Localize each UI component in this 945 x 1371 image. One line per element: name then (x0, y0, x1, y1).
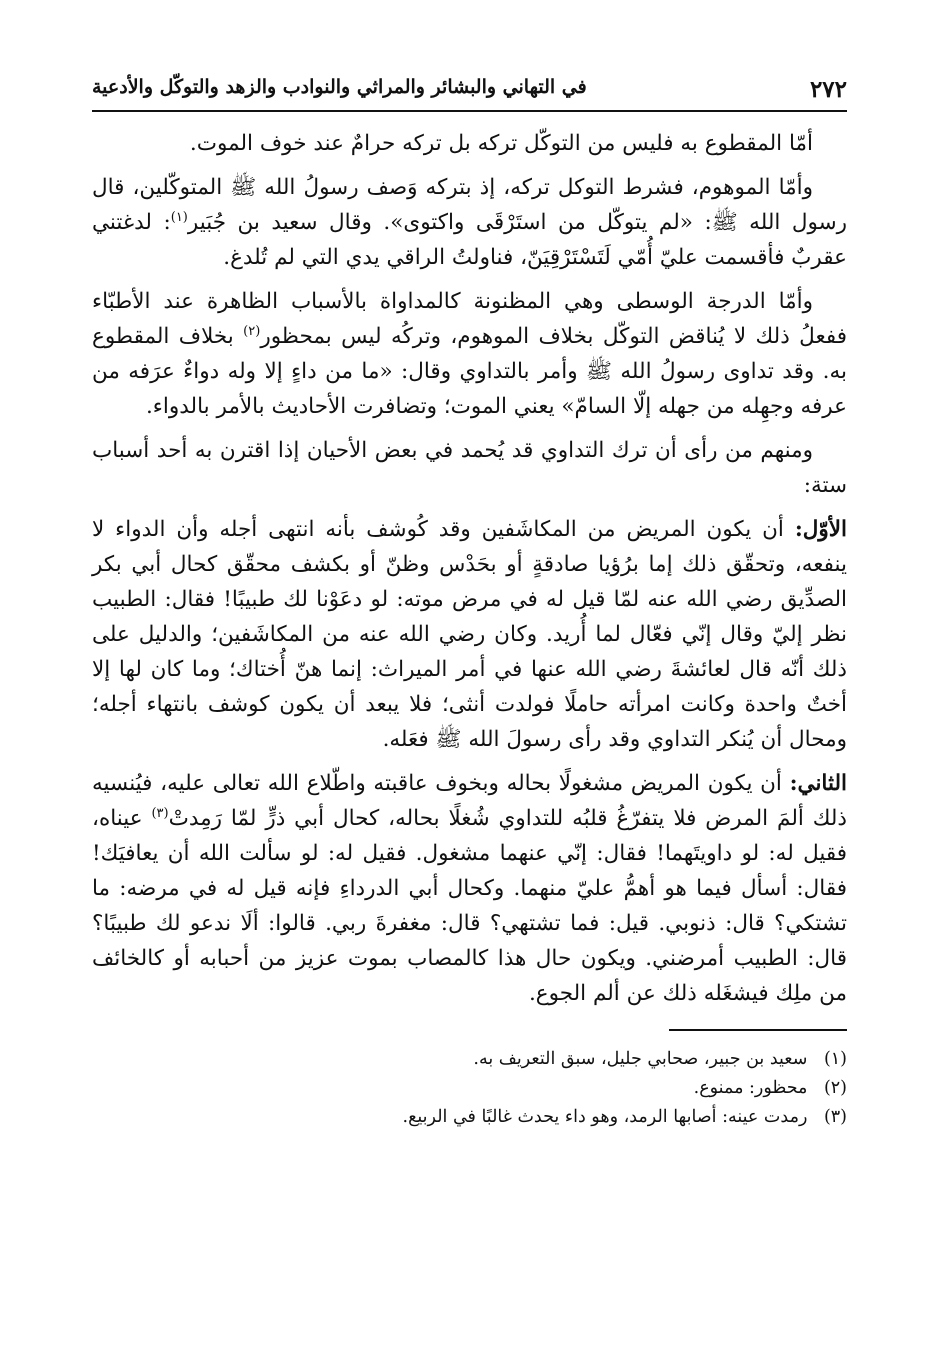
footnote-text: محظور: ممنوع. (693, 1078, 808, 1098)
footnote-ref: (٣) (151, 805, 169, 821)
footnote (92, 1074, 847, 1103)
footnote (92, 1103, 847, 1132)
page-header (92, 58, 847, 112)
book-page (92, 58, 847, 1338)
paragraph (92, 126, 847, 161)
section-lead: الأوّل: (794, 517, 847, 542)
body-text (92, 126, 847, 1011)
running-title: في التهاني والبشائر والمراثي والنوادب والزهد والتوكّل والأدعية (92, 76, 587, 98)
footnote-ref: (١) (170, 209, 188, 225)
footnote-mark: (٣) (823, 1107, 847, 1127)
page-number: ٢٧٢ (809, 76, 847, 103)
paragraph-text: وأمّا الدرجة الوسطى وهي المظنونة كالمداواة بالأسباب الظاهرة عند الأطبّاء ففعلُ ذلك لا يُناقض التوكّل بخلاف الموهوم، وتركُه ليس بمحظور (92, 289, 847, 349)
paragraph (92, 512, 847, 757)
footnote-text: رمدت عينه: أصابها الرمد، وهو داء يحدث غالبًا في الربيع. (402, 1107, 808, 1127)
footnote-mark: (٢) (823, 1078, 847, 1098)
paragraph-text: أن يكون المريض من المكاشَفين وقد كُوشف بأنه انتهى أجله وأن الدواء لا ينفعه، وتحقّق ذلك إما برُؤيا صادقةٍ أو بحَدْس وظنّ أو بكشف محقّق كحال أبي بكر الصدِّيق رضي الله عنه لمّا قيل له في مرض موته: لو دعَوْنا لك طبيبًا! فقال: الطبيب نظر إليّ وقال إنّي فعّال لما أُريد. وكان رضي الله عنه من المكاشَفين؛ والدليل على ذلك أنّه قال لعائشةَ رضي الله عنها في أمر الميراث: إنما هنّ أُختاك؛ وما كان لها إلا أختٌ واحدة وكانت امرأته حاملًا فولدت أنثى؛ فلا يبعد أن يكون كوشف بانتهاء أجله؛ ومحال أن يُنكر التداوي وقد رأى رسولَ الله ﷺ فعَله. (92, 517, 847, 752)
paragraph-text: بخلاف المقطوع به. وقد تداوى رسولُ الله ﷺ وأمر بالتداوي وقال: «ما من داءٍ إلا وله دواءٌ عرَفه من عرفه وجهِله من جهله إلّا السامّ» يعني الموت؛ وتضافرت الأحاديث بالأمر بالدواء. (92, 324, 847, 419)
paragraph (92, 766, 847, 1011)
footnote-separator (669, 1029, 847, 1031)
paragraph (92, 170, 847, 275)
section-lead: الثاني: (789, 771, 847, 796)
paragraph-text: أمّا المقطوع به فليس من التوكّل تركه بل تركه حرامٌ عند خوف الموت. (189, 131, 813, 156)
paragraph-text: : لدغتني عقربٌ فأقسمت عليّ أُمّي لَتَسْتَرْقِيَنّ، فناولتُ الراقي يدي التي لم تُلدغ. (92, 210, 847, 270)
paragraph-text: ومنهم من رأى أن ترك التداوي قد يُحمد في بعض الأحيان إذا اقترن به أحد أسباب ستة: (92, 438, 847, 498)
paragraph (92, 433, 847, 503)
footnote-mark: (١) (823, 1049, 847, 1069)
footnote (92, 1045, 847, 1074)
paragraph (92, 284, 847, 424)
footnotes (92, 1045, 847, 1132)
paragraph-text: وأمّا الموهوم، فشرط التوكل تركه، إذ بتركه وَصف رسولُ الله ﷺ المتوكّلين، قال رسول الله ﷺ: «لم يتوكّل من استَرْقَى واكتوى». وقال سعيد بن جُبَير (92, 175, 847, 235)
footnote-text: سعيد بن جبير، صحابي جليل، سبق التعريف به. (473, 1049, 808, 1069)
footnote-ref: (٢) (243, 323, 261, 339)
paragraph-text: عيناه، فقيل له: لو داويتَهما! فقال: إنّي عنهما مشغول. فقيل له: لو سألت الله أن يعافيَك! فقال: أسأل فيما هو أهمُّ عليّ منهما. وكحال أبي الدرداءِ فإنه قيل له في مرضه: ما تشتكي؟ قال: ذنوبي. قيل: فما تشتهي؟ قال: مغفرةَ ربي. قالوا: ألَا ندعو لك طبيبًا؟ قال: الطبيب أمرضني. ويكون حال هذا كالمصاب بموت عزيز من أحبابه أو كالخائف من ملِك فيشغَله ذلك عن ألم الجوع. (92, 806, 847, 1006)
paragraph-text: أن يكون المريض مشغولًا بحاله وبخوف عاقبته واطّلاع الله تعالى عليه، فيُنسيه ذلك ألمَ المرض فلا يتفرّغُ قلبُه للتداوي شُغلًا بحاله، كحال أبي ذرٍّ لمّا رَمِدتْ (92, 771, 847, 831)
